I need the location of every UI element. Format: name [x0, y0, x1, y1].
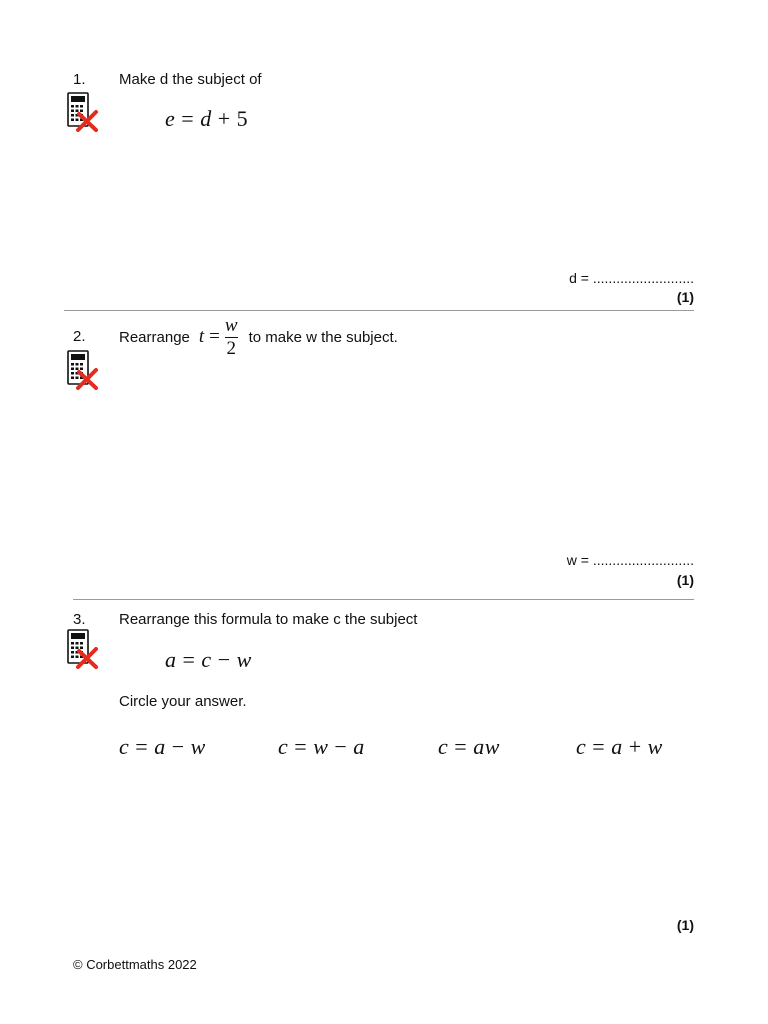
answer-option-1[interactable]: c = a − w: [119, 734, 206, 759]
no-calculator-icon: [66, 92, 100, 132]
q3-instruction: Circle your answer.: [119, 693, 247, 710]
copyright-footer: © Corbettmaths 2022: [73, 957, 197, 972]
q2-marks: (1): [676, 572, 694, 588]
divider: [64, 310, 694, 311]
no-calculator-icon: [66, 629, 100, 669]
answer-option-2[interactable]: c = w − a: [278, 734, 365, 759]
q3-formula: a = c − w: [165, 647, 252, 672]
q1-answer-line[interactable]: d = ..........................: [569, 270, 694, 286]
answer-option-3[interactable]: c = aw: [438, 734, 500, 759]
q1-prompt: Make d the subject of: [119, 71, 262, 88]
q1-marks: (1): [676, 289, 694, 305]
q1-number: 1.: [73, 71, 86, 88]
q3-marks: (1): [676, 917, 694, 933]
divider: [73, 599, 694, 600]
q2-answer-line[interactable]: w = ..........................: [566, 552, 694, 568]
answer-option-4[interactable]: c = a + w: [576, 734, 663, 759]
q2-prompt: Rearrange t = $\frac{w}{2}$ to make w the subject.: [119, 314, 398, 359]
q3-prompt: Rearrange this formula to make c the subject: [119, 611, 418, 628]
q2-fraction: $\frac{w}{2}$: [224, 314, 238, 359]
q2-number: 2.: [73, 328, 86, 345]
no-calculator-icon: [66, 350, 100, 390]
q3-number: 3.: [73, 611, 86, 628]
q1-formula: e = d + 5: [165, 106, 249, 131]
